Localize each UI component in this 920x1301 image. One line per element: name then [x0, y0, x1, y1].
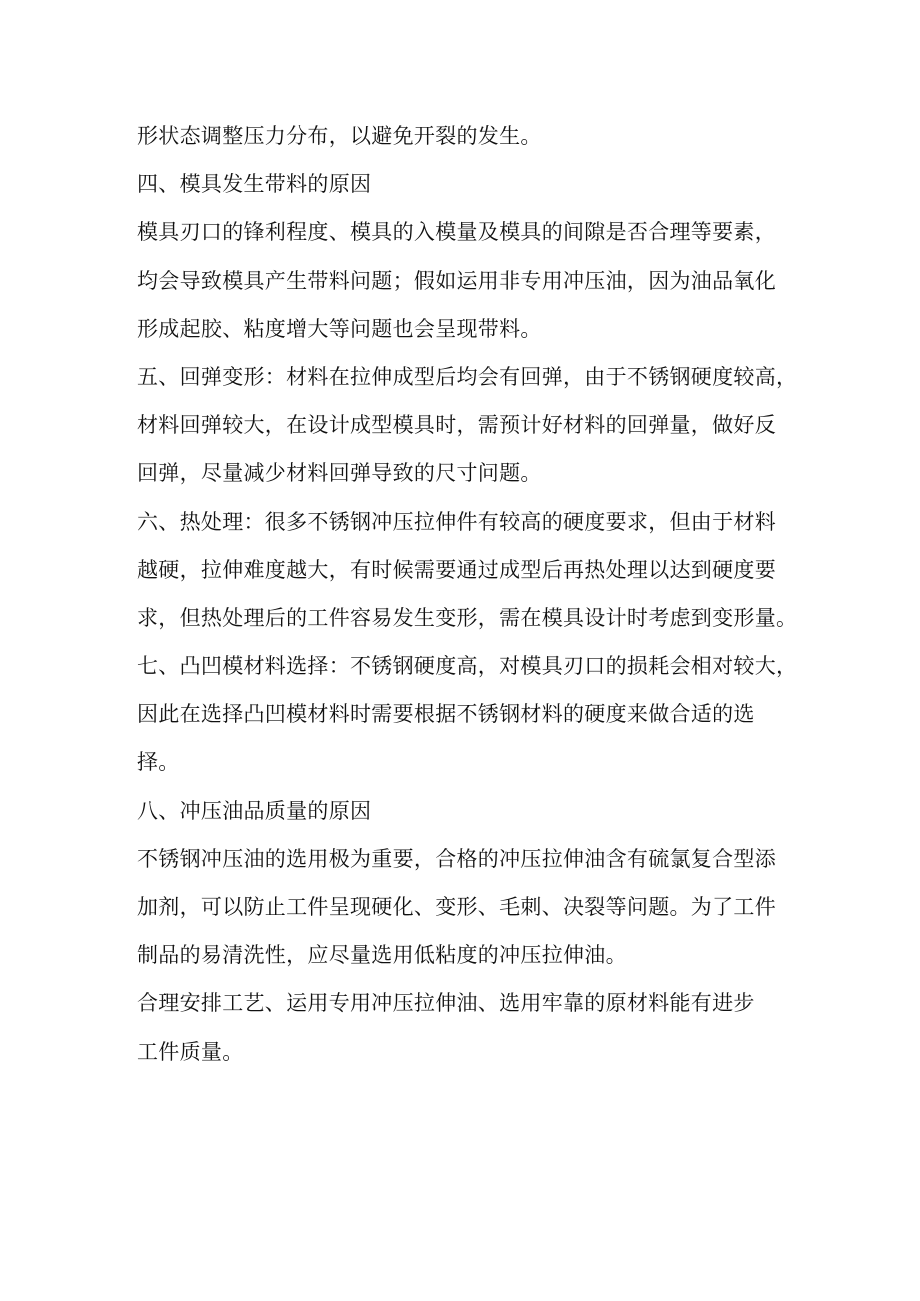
text-line: 形成起胶、粘度增大等问题也会呈现带料。	[137, 316, 542, 341]
text-line: 求，但热处理后的工件容易发生变形，需在模具设计时考虑到变形量。	[137, 605, 798, 630]
section-heading: 四、模具发生带料的原因	[137, 172, 372, 197]
text-line: 合理安排工艺、运用专用冲压拉伸油、选用牢靠的原材料能有进步	[137, 991, 755, 1016]
text-line: 加剂，可以防止工件呈现硬化、变形、毛刺、决裂等问题。为了工件	[137, 895, 776, 919]
text-line: 六、热处理：很多不锈钢冲压拉伸件有较高的硬度要求，但由于材料	[137, 509, 776, 534]
text-line: 形状态调整压力分布，以避免开裂的发生。	[137, 124, 542, 148]
text-line: 因此在选择凸凹模材料时需要根据不锈钢材料的硬度来做合适的选	[137, 702, 755, 727]
text-line: 越硬，拉伸难度越大，有时候需要通过成型后再热处理以达到硬度要	[137, 557, 776, 582]
text-line: 工件质量。	[137, 1039, 244, 1064]
section-heading: 八、冲压油品质量的原因	[137, 798, 372, 823]
text-line: 制品的易清洗性，应尽量选用低粘度的冲压拉伸油。	[137, 943, 627, 968]
text-line: 不锈钢冲压油的选用极为重要，合格的冲压拉伸油含有硫氯复合型添	[137, 846, 776, 871]
text-line: 均会导致模具产生带料问题；假如运用非专用冲压油，因为油品氧化	[137, 268, 776, 293]
text-line: 择。	[137, 750, 180, 775]
body-text	[137, 112, 797, 1076]
text-line: 七、凸凹模材料选择：不锈钢硬度高，对模具刃口的损耗会相对较大，	[137, 654, 798, 679]
text-line: 模具刃口的锋利程度、模具的入模量及模具的间隙是否合理等要素，	[137, 220, 776, 245]
text-line: 材料回弹较大，在设计成型模具时，需预计好材料的回弹量，做好反	[137, 413, 776, 438]
text-line: 五、回弹变形：材料在拉伸成型后均会有回弹，由于不锈钢硬度较高，	[137, 364, 798, 389]
text-line: 回弹，尽量减少材料回弹导致的尺寸问题。	[137, 461, 542, 486]
